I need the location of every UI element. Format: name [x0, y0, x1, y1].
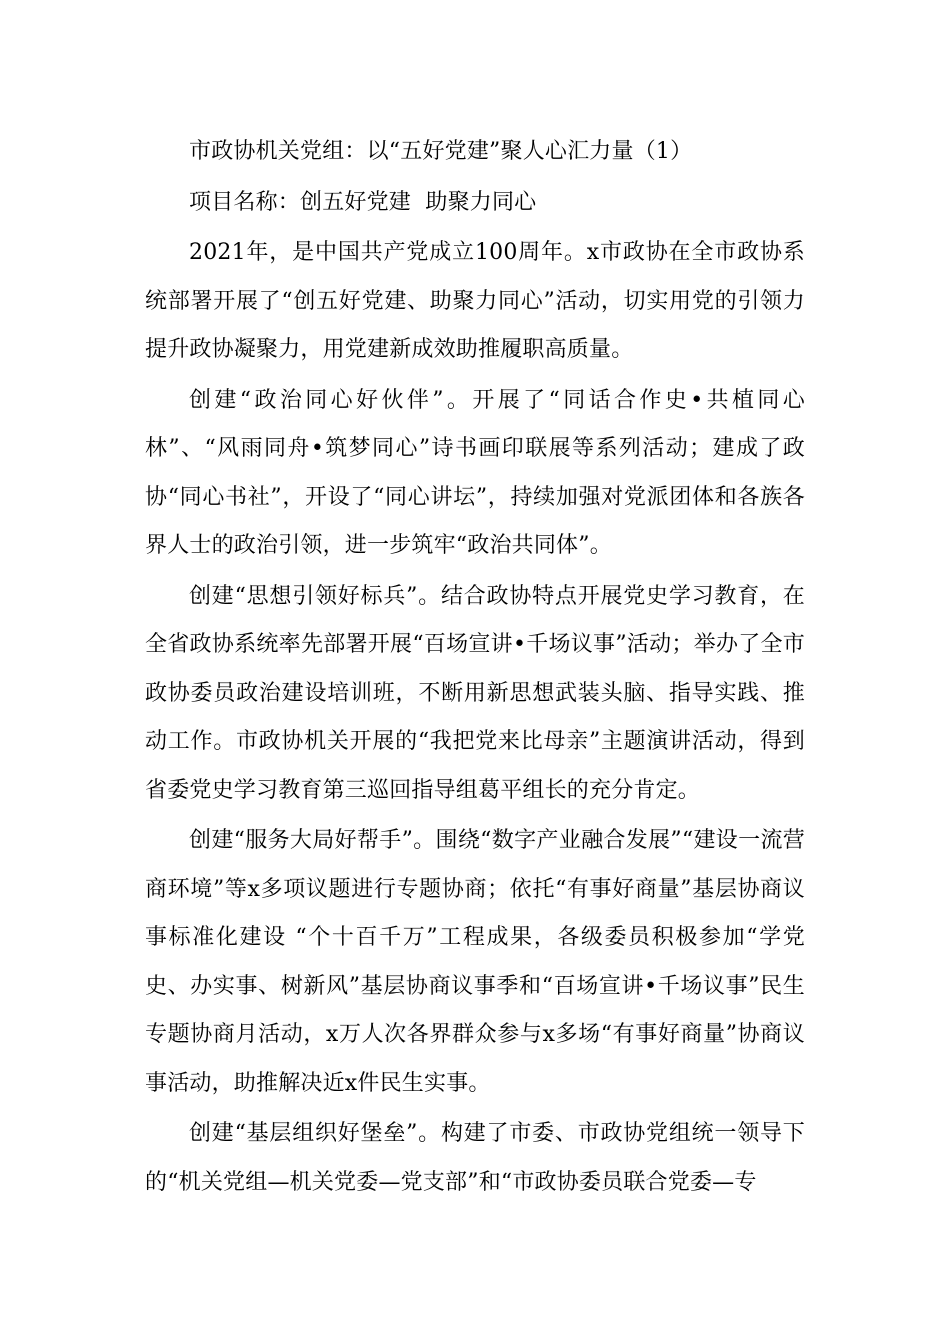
document-title: 市政协机关党组：以“五好党建”聚人心汇力量（1）: [189, 139, 693, 164]
paragraph-ideological-model: 创建“思想引领好标兵”。结合政协特点开展党史学习教育，在全省政协系统率先部署开展“百场宣讲•千场议事”活动；举办了全市政协委员政治建设培训班，不断用新思想武装头脑、指导实践、推动工作。市政协机关开展的“我把党来比母亲”主题演讲活动，得到省委党史学习教育第三巡回指导组葛平组长的充分肯定。: [145, 583, 805, 803]
project-name: 项目名称：创五好党建 助聚力同心: [189, 189, 537, 215]
paragraph-grassroots-fortress: 创建“基层组织好堡垒”。构建了市委、市政协党组统一领导下的“机关党组—机关党委—党支部”和“市政协委员联合党委—专: [145, 1121, 805, 1195]
paragraph-service-helper: 创建“服务大局好帮手”。围绕“数字产业融合发展”“建设一流营商环境”等x多项议题进行专题协商；依托“有事好商量”基层协商议事标准化建设 “个十百千万”工程成果，各级委员积极参加“学党史、办实事、树新风”基层协商议事季和“百场宣讲•千场议事”民生专题协商月活动，x万人次各界群众参与x多场“有事好商量”协商议事活动，助推解决近x件民生实事。: [145, 828, 805, 1096]
paragraph-intro: 2021年，是中国共产党成立100周年。x市政协在全市政协系统部署开展了“创五好党建、助聚力同心”活动，切实用党的引领力提升政协凝聚力，用党建新成效助推履职高质量。: [145, 240, 805, 362]
document-body: [145, 128, 805, 1207]
paragraph-political-partner: 创建“政治同心好伙伴”。开展了“同话合作史•共植同心林”、“风雨同舟•筑梦同心”诗书画印联展等系列活动；建成了政协“同心书社”，开设了“同心讲坛”，持续加强对党派团体和各族各界人士的政治引领，进一步筑牢“政治共同体”。: [145, 387, 805, 558]
